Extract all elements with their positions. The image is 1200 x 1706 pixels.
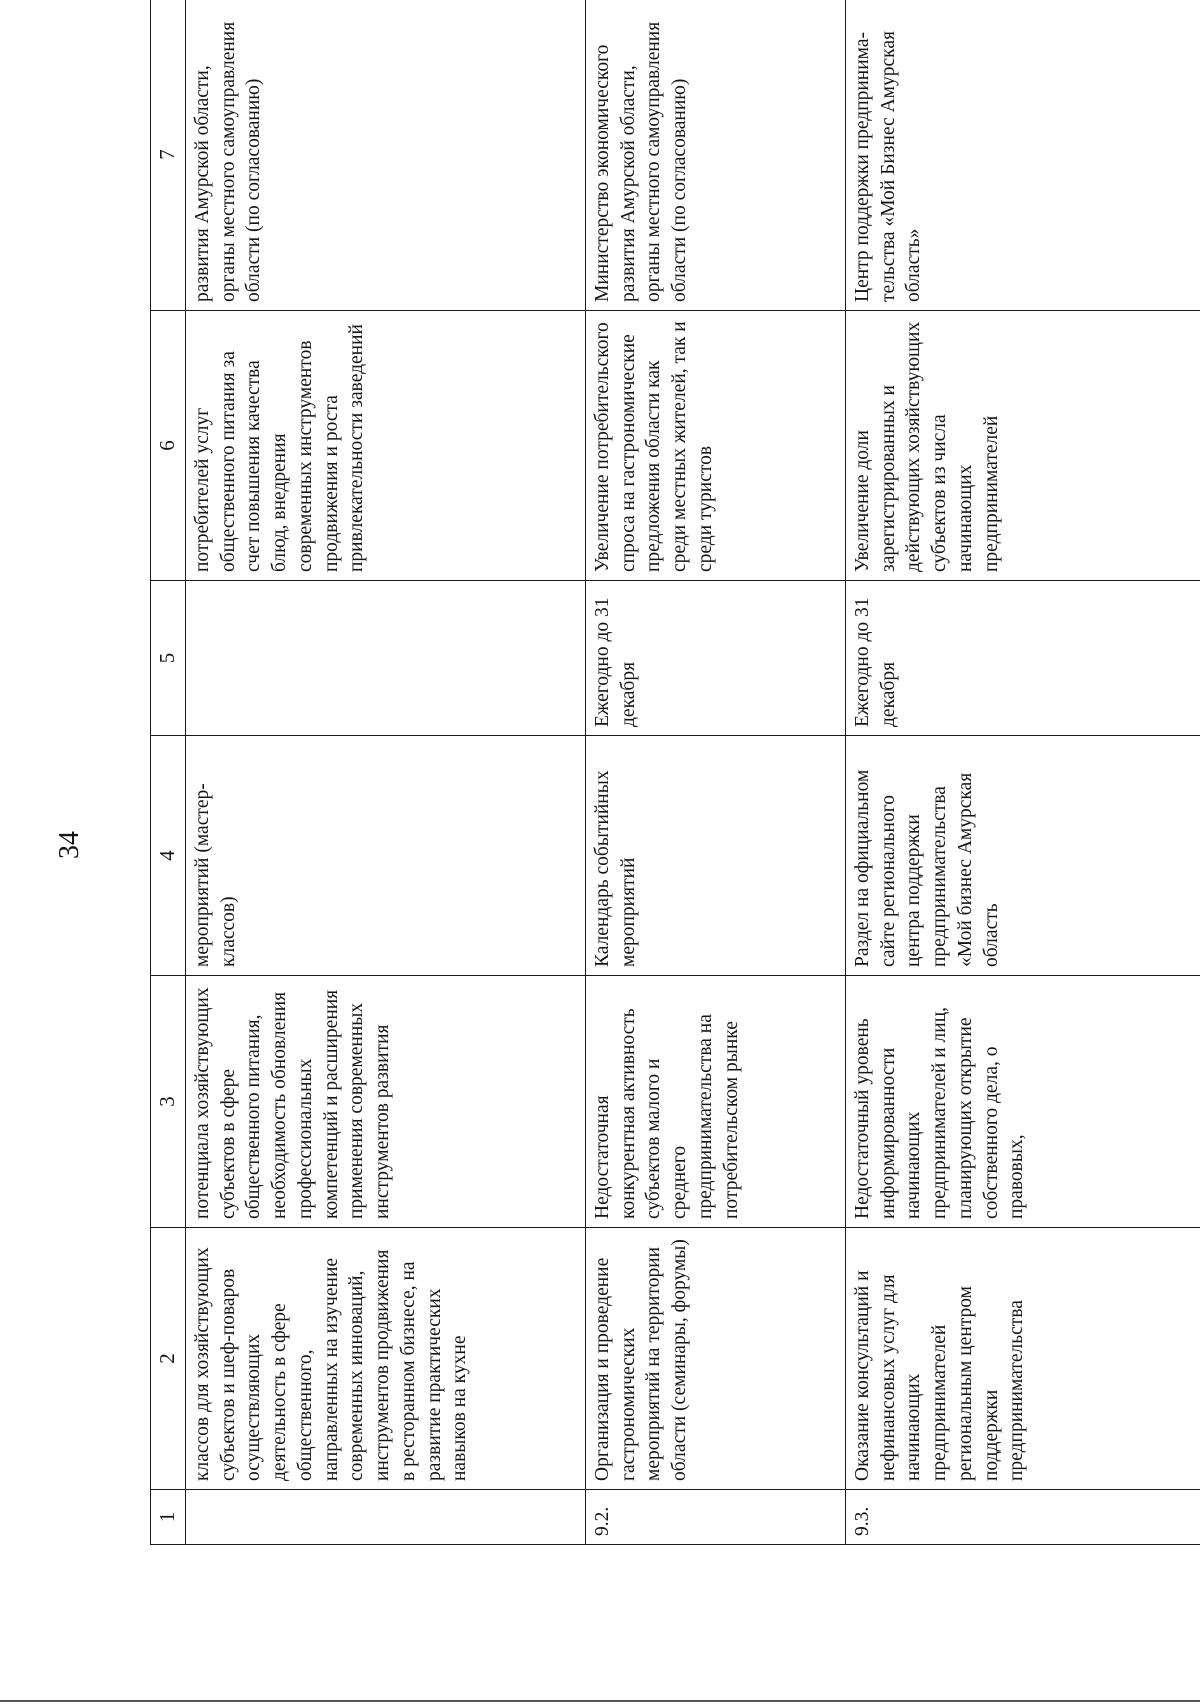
result-document-cell: Календарь событийных мероприятий [586, 736, 846, 976]
result-document-cell: мероприятий (мастер-классов) [186, 736, 586, 976]
deadline-cell [186, 581, 586, 736]
scan-edge-line [0, 1700, 1200, 1702]
deadline-cell: Ежегодно до 31 декабря [586, 581, 846, 736]
header-col-4: 4 [151, 736, 186, 976]
responsible-cell: Министерство экономического развития Амурской области, органы местного самоуправления области (по согласованию) [586, 0, 846, 311]
header-col-2: 2 [151, 1228, 186, 1490]
table-row [186, 0, 586, 1545]
table-row [586, 0, 846, 1545]
deadline-cell: Ежегодно до 31 декабря [846, 581, 1200, 736]
indicator-cell: Увеличение доли зарегистрированных и действующих хозяйствующих субъектов из числа начинающих предпринимателей [846, 311, 1200, 581]
activity-cell: Организация и проведение гастрономических мероприятий на территории области (семинары, форумы) [586, 1228, 846, 1490]
header-col-5: 5 [151, 581, 186, 736]
row-number: 9.3. [846, 1490, 1200, 1545]
problem-cell: Недостаточный уровень информированности начинающих предпринимателей и лиц, планирующих открытие собственного дела, о правовых, [846, 976, 1200, 1228]
responsible-cell: развития Амурской области, органы местного самоуправления области (по согласованию) [186, 0, 586, 311]
rotated-table-container [150, 0, 1200, 1545]
measures-table [150, 0, 1200, 1545]
row-number: 9.2. [586, 1490, 846, 1545]
responsible-cell: Центр поддержки предпринима-тельства «Мой Бизнес Амурская область» [846, 0, 1200, 311]
header-col-1: 1 [151, 1490, 186, 1545]
header-col-6: 6 [151, 311, 186, 581]
indicator-cell: Увеличение потребительского спроса на гастрономические предложения области как среди местных жителей, так и среди туристов [586, 311, 846, 581]
problem-cell: Недостаточная конкурентная активность субъектов малого и среднего предпринимательства на потребительском рынке [586, 976, 846, 1228]
header-col-7: 7 [151, 0, 186, 311]
result-document-cell: Раздел на официальном сайте регионального центра поддержки предпринимательства «Мой бизнес Амурская область [846, 736, 1200, 976]
header-row [151, 0, 186, 1545]
table-row [846, 0, 1200, 1545]
activity-cell: классов для хозяйствующих субъектов и шеф-поваров осуществляющих деятельность в сфере общественного, направленных на изучение современных инноваций, инструментов продвижения в ресторанном бизнесе, на развитие практических навыков на кухне [186, 1228, 586, 1490]
page-number: 34 [54, 831, 85, 859]
activity-cell: Оказание консультаций и нефинансовых услуг для начинающих предпринимателей региональным центром поддержки предпринимательства [846, 1228, 1200, 1490]
indicator-cell: потребителей услуг общественного питания за счет повышения качества блюд, внедрения современных инструментов продвижения и роста привлекательности заведений [186, 311, 586, 581]
header-col-3: 3 [151, 976, 186, 1228]
row-number [186, 1490, 586, 1545]
problem-cell: потенциала хозяйствующих субъектов в сфере общественного питания, необходимость обновления профессиональных компетенций и расширения применения современных инструментов развития [186, 976, 586, 1228]
